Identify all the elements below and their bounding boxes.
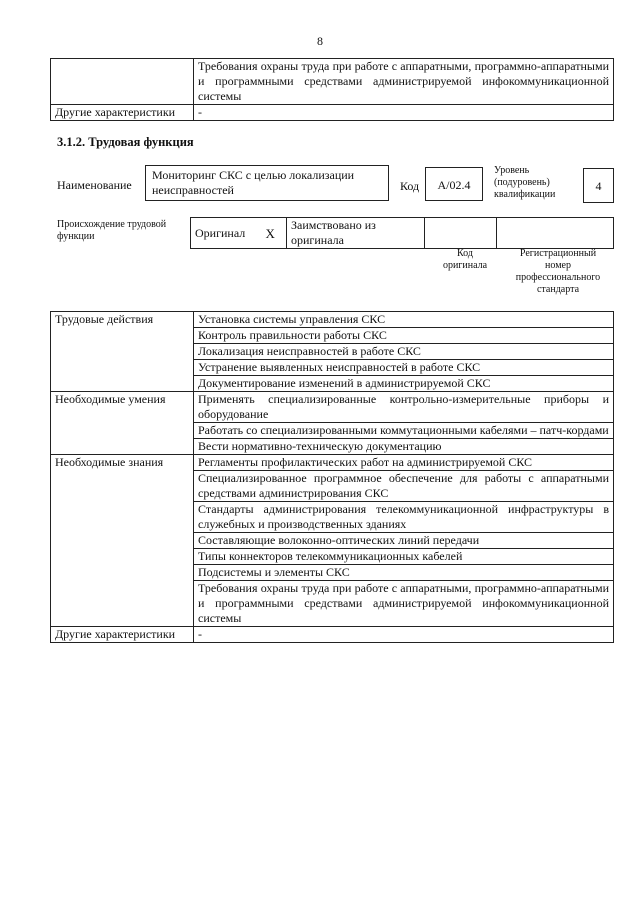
- top-other-label: Другие характеристики: [51, 105, 194, 121]
- borrowed-label: Заимствовано из оригинала: [287, 218, 425, 249]
- other-label: Другие характеристики: [51, 627, 194, 643]
- skill-item: Работать со специализированными коммутационными кабелями – патч-кордами: [194, 423, 614, 439]
- action-item: Локализация неисправностей в работе СКС: [194, 344, 614, 360]
- code-label: Код: [400, 179, 420, 193]
- action-item: Устранение выявленных неисправностей в работе СКС: [194, 360, 614, 376]
- knowledge-item: Составляющие волоконно-оптических линий передачи: [194, 533, 614, 549]
- code-box: А/02.4: [425, 167, 483, 201]
- action-item: Контроль правильности работы СКС: [194, 328, 614, 344]
- knowledge-item: Регламенты профилактических работ на администрируемой СКС: [194, 455, 614, 471]
- other-value: -: [194, 627, 614, 643]
- action-item: Установка системы управления СКС: [194, 312, 614, 328]
- knowledge-item: Стандарты администрирования телекоммуникационной инфраструктуры в служебных и производственных зданиях: [194, 502, 614, 533]
- top-requirement-text: Требования охраны труда при работе с аппаратными, программно-аппаратными и программными средствами администрируемой инфокоммуникационной системы: [194, 59, 614, 105]
- skill-item: Применять специализированные контрольно-измерительные приборы и оборудование: [194, 392, 614, 423]
- knowledge-item: Специализированное программное обеспечение для работы с аппаратными средствами администрирования СКС: [194, 471, 614, 502]
- origin-code-cell: [425, 218, 497, 249]
- origin-reg-cell: [497, 218, 614, 249]
- top-table: [50, 58, 614, 121]
- origin-label: Происхождение трудовой функции: [57, 219, 167, 242]
- knowledge-item: Типы коннекторов телекоммуникационных кабелей: [194, 549, 614, 565]
- name-label: Наименование: [57, 178, 132, 192]
- reg-caption: Регистрационный номер профессионального стандарта: [515, 248, 601, 295]
- section-title: 3.1.2. Трудовая функция: [57, 135, 194, 149]
- action-item: Документирование изменений в администрируемой СКС: [194, 376, 614, 392]
- actions-label: Трудовые действия: [51, 312, 194, 392]
- skill-item: Вести нормативно-техническую документацию: [194, 439, 614, 455]
- knowledge-item: Подсистемы и элементы СКС: [194, 565, 614, 581]
- knowledge-item: Требования охраны труда при работе с аппаратными, программно-аппаратными и программными средствами администрируемой инфокоммуникационной системы: [194, 581, 614, 627]
- top-other-value: -: [194, 105, 614, 121]
- knowledge-label: Необходимые знания: [51, 455, 194, 627]
- main-table: [50, 311, 614, 643]
- function-name-box: Мониторинг СКС с целью локализации неисправностей: [145, 165, 389, 201]
- page-number: 8: [317, 34, 323, 48]
- original-label: Оригинал: [191, 218, 255, 249]
- origin-table: [190, 217, 614, 249]
- skills-label: Необходимые умения: [51, 392, 194, 455]
- original-mark: X: [255, 218, 287, 249]
- level-box: 4: [583, 168, 614, 203]
- code-caption: Код оригинала: [442, 248, 488, 271]
- top-table-empty-cell: [51, 59, 194, 105]
- level-label: Уровень (подуровень) квалификации: [494, 165, 556, 200]
